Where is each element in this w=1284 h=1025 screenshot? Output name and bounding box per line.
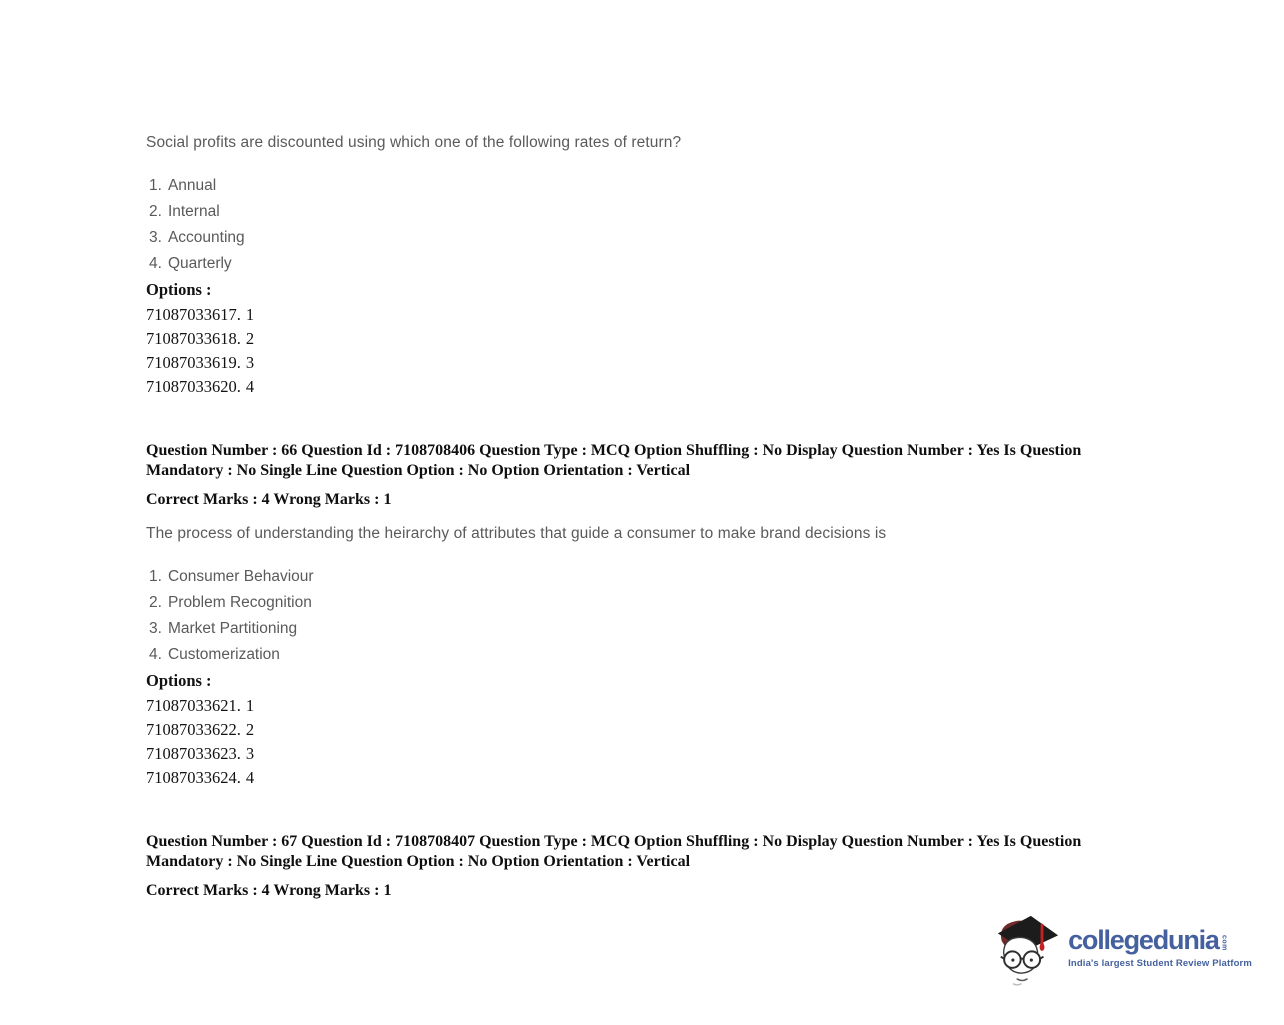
question-65-option-ids <box>146 303 1116 399</box>
choice-label: Annual <box>167 177 217 194</box>
choice-number: 3. <box>149 620 162 637</box>
option-id: 71087033624. <box>146 768 241 787</box>
choice-item <box>149 173 1116 199</box>
choice-item <box>149 590 1116 616</box>
question-65-text: Social profits are discounted using which one of the following rates of return? <box>146 134 682 151</box>
choice-number: 1. <box>149 177 162 194</box>
question-66-section <box>146 441 1116 790</box>
question-66-text: The process of understanding the heirarchy of attributes that guide a consumer to make brand decisions is <box>146 525 887 542</box>
question-67-marks: Correct Marks : 4 Wrong Marks : 1 <box>146 882 392 899</box>
option-id-row <box>146 327 1116 351</box>
option-choice-value: 4 <box>245 377 255 396</box>
choice-item <box>149 642 1116 668</box>
option-id: 71087033619. <box>146 353 241 372</box>
option-id-row <box>146 694 1116 718</box>
choice-number: 1. <box>149 568 162 585</box>
graduate-mascot-icon <box>992 907 1060 987</box>
question-66-option-ids <box>146 694 1116 790</box>
choice-number: 2. <box>149 203 162 220</box>
options-label: Options : <box>146 671 212 690</box>
page-content <box>146 130 1116 901</box>
choice-item <box>149 616 1116 642</box>
option-id-row <box>146 766 1116 790</box>
question-65-section <box>146 130 1116 399</box>
logo-tagline: India's largest Student Review Platform <box>1068 957 1252 969</box>
option-id: 71087033618. <box>146 329 241 348</box>
choice-item <box>149 199 1116 225</box>
logo-brand-row <box>1068 926 1252 954</box>
option-id: 71087033621. <box>146 696 241 715</box>
choice-label: Problem Recognition <box>167 594 312 611</box>
logo-text-block <box>1068 926 1252 969</box>
choice-item <box>149 564 1116 590</box>
option-choice-value: 3 <box>245 353 255 372</box>
option-id: 71087033622. <box>146 720 241 739</box>
choice-label: Quarterly <box>167 255 232 272</box>
option-id-row <box>146 742 1116 766</box>
option-choice-value: 1 <box>245 305 255 324</box>
choice-number: 4. <box>149 646 162 663</box>
option-id: 71087033617. <box>146 305 241 324</box>
choice-item <box>149 225 1116 251</box>
question-67-section <box>146 832 1116 901</box>
choice-number: 2. <box>149 594 162 611</box>
choice-label: Accounting <box>167 229 245 246</box>
option-choice-value: 1 <box>245 696 255 715</box>
option-id-row <box>146 351 1116 375</box>
option-id: 71087033623. <box>146 744 241 763</box>
question-65-choices <box>149 173 1116 277</box>
logo-brand-text: collegedunia <box>1068 924 1219 955</box>
option-id-row <box>146 375 1116 399</box>
choice-label: Internal <box>167 203 220 220</box>
question-66-metadata: Question Number : 66 Question Id : 7108708406 Question Type : MCQ Option Shuffling : No Display Question Number : Yes Is Question Mandatory : No Single Line Question Option : No Option Orientation : Vertical <box>146 442 1082 479</box>
option-id-row <box>146 303 1116 327</box>
choice-number: 4. <box>149 255 162 272</box>
collegedunia-logo <box>992 907 1252 987</box>
choice-label: Customerization <box>167 646 280 663</box>
option-choice-value: 2 <box>245 329 255 348</box>
logo-tld-text: com <box>1220 934 1228 951</box>
choice-label: Consumer Behaviour <box>167 568 314 585</box>
question-66-marks: Correct Marks : 4 Wrong Marks : 1 <box>146 491 392 508</box>
choice-label: Market Partitioning <box>167 620 298 637</box>
option-choice-value: 4 <box>245 768 255 787</box>
options-label: Options : <box>146 280 212 299</box>
question-67-metadata: Question Number : 67 Question Id : 7108708407 Question Type : MCQ Option Shuffling : No Display Question Number : Yes Is Question Mandatory : No Single Line Question Option : No Option Orientation : Vertical <box>146 833 1082 870</box>
choice-number: 3. <box>149 229 162 246</box>
question-66-choices <box>149 564 1116 668</box>
option-choice-value: 3 <box>245 744 255 763</box>
option-id: 71087033620. <box>146 377 241 396</box>
option-id-row <box>146 718 1116 742</box>
option-choice-value: 2 <box>245 720 255 739</box>
choice-item <box>149 251 1116 277</box>
